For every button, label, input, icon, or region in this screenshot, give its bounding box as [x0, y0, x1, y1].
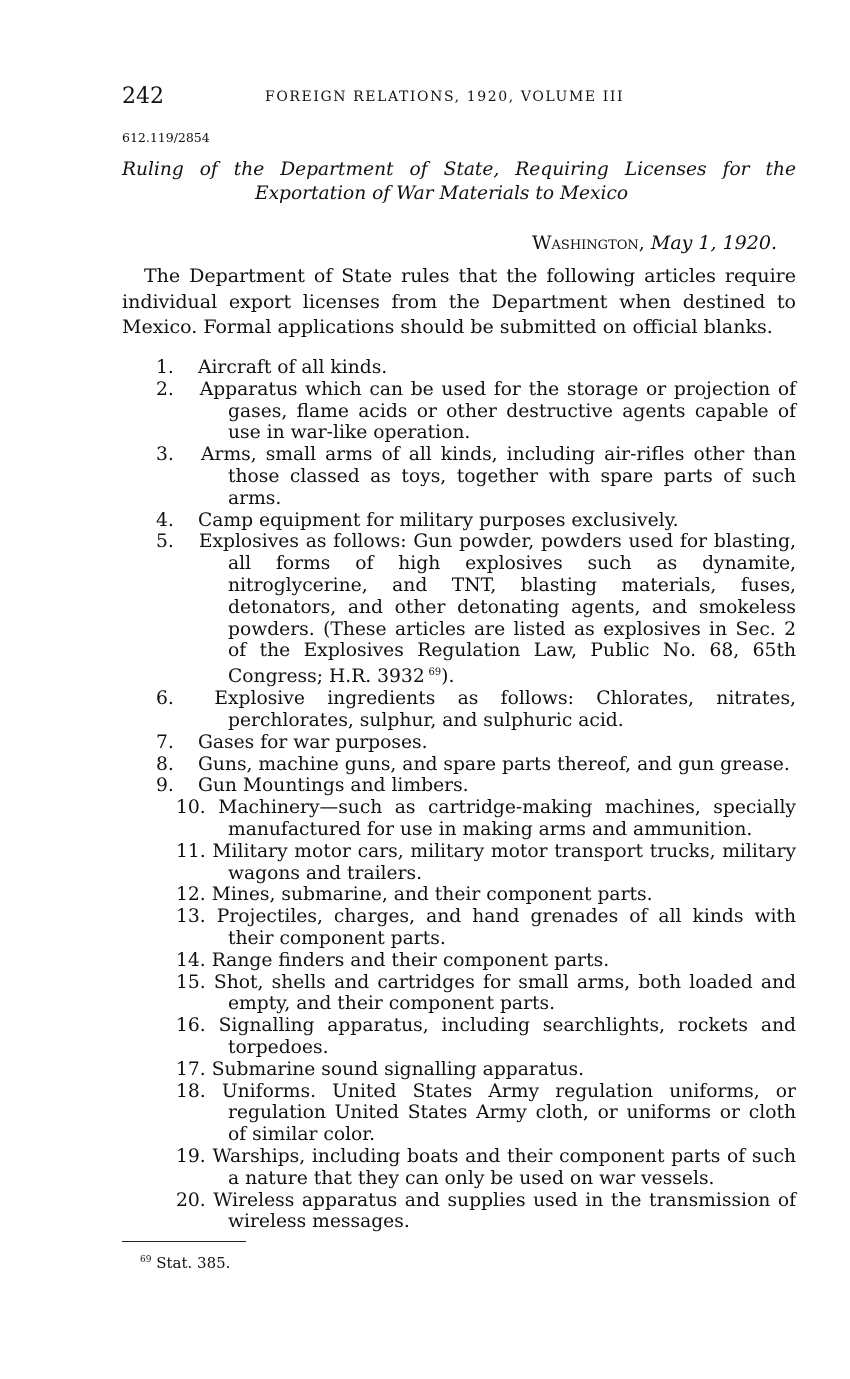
title-line-1: Ruling of the Department of State, Requiring Licenses for the [122, 159, 796, 180]
running-head: FOREIGN RELATIONS, 1920, VOLUME III [265, 89, 625, 105]
list-item: 5. Explosives as follows: Gun powder, powders used for blasting, all forms of high explosives such as dynamite, nitroglycerine, and TNT, blasting materials, fuses, detonators, and other detonating agents, and smokeless powders. (These articles are listed as explosives in Sec. 2 of the Explosives Regulation Law, Public No. 68, 65th Congress; H.R. 3932 $^{69}$). [156, 531, 796, 688]
dateline-place: Washington, [532, 232, 645, 254]
articles-list [122, 357, 796, 1233]
list-item: 9. Gun Mountings and limbers. [156, 775, 469, 797]
list-item: 3. Arms, small arms of all kinds, including air-rifles other than those classed as toys, together with spare parts of such arms. [156, 444, 796, 509]
list-item: 12. Mines, submarine, and their component parts. [176, 884, 653, 906]
list-item: 10. Machinery—such as cartridge-making machines, specially manufactured for use in making arms and ammunition. [176, 797, 796, 840]
dateline-date: May 1, 1920. [650, 232, 777, 254]
title-line-2: Exportation of War Materials to Mexico [255, 183, 629, 204]
list-item: 18. Uniforms. United States Army regulation uniforms, or regulation United States Army cloth, or uniforms or cloth of similar color. [176, 1080, 796, 1146]
list-item: 2. Apparatus which can be used for the storage or projection of gases, flame acids or other destructive agents capable of use in war-like operation. [156, 378, 796, 444]
list-item: 7. Gases for war purposes. [156, 731, 428, 753]
footnote-marker: 69 [140, 1255, 152, 1265]
list-item: 16. Signalling apparatus, including searchlights, rockets and torpedoes. [176, 1015, 796, 1058]
footnote-text: Stat. 385. [156, 1254, 231, 1272]
footnote [140, 1254, 230, 1272]
intro-paragraph: The Department of State rules that the following articles require individual export licenses from the Department when destined to Mexico. Formal applications should be submitted on official blanks. [122, 265, 796, 338]
list-item: 20. Wireless apparatus and supplies used in the transmission of wireless messages. [176, 1189, 796, 1233]
file-number: 612.119/2854 [122, 130, 210, 145]
list-item: 6. Explosive ingredients as follows: Chlorates, nitrates, perchlorates, sulphur, and sulphuric acid. [156, 688, 796, 731]
list-item: 1. Aircraft of all kinds. [156, 357, 388, 378]
page-header [122, 84, 796, 114]
list-item: 19. Warships, including boats and their component parts of such a nature that they can only be used on war vessels. [176, 1145, 796, 1189]
list-item: 4. Camp equipment for military purposes exclusively. [156, 509, 679, 531]
list-item: 8. Guns, machine guns, and spare parts thereof, and gun grease. [156, 753, 790, 775]
document-title [122, 158, 796, 206]
footnote-reference: 69 [428, 667, 442, 679]
list-item: 11. Military motor cars, military motor transport trucks, military wagons and trailers. [176, 840, 796, 884]
dateline [532, 232, 777, 254]
list-item: 15. Shot, shells and cartridges for small arms, both loaded and empty, and their component parts. [176, 971, 796, 1015]
page-number: 242 [122, 84, 164, 109]
list-item: 17. Submarine sound signalling apparatus. [176, 1058, 585, 1080]
footnote-divider [122, 1241, 246, 1242]
list-item: 14. Range finders and their component parts. [176, 949, 610, 971]
list-item: 13. Projectiles, charges, and hand grenades of all kinds with their component parts. [176, 906, 796, 949]
